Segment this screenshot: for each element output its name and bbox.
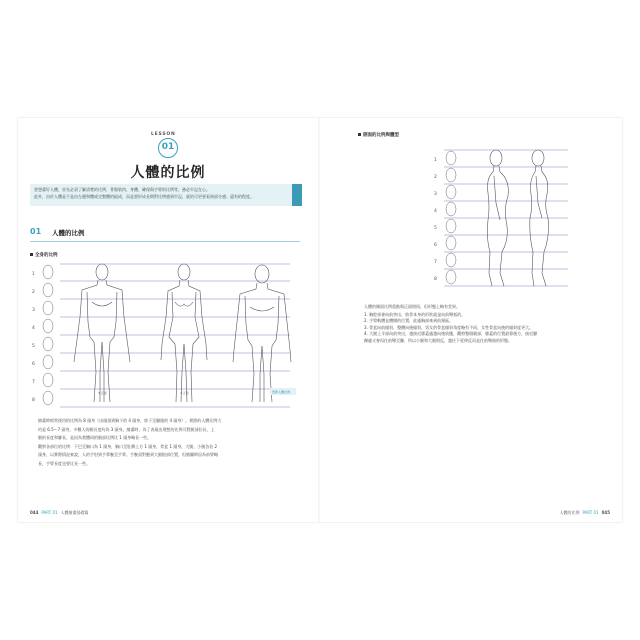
row-number-6: 6 xyxy=(32,362,35,367)
square-bullet-icon xyxy=(30,253,33,256)
paragraph-line: 約是 6.5～7 頭身，多數人的腿長度約為 3 頭身。繪畫時，為了表現出理想的比例可將腿部拉長，上 xyxy=(38,426,215,432)
side-row-number-1: 1 xyxy=(434,158,437,163)
paragraph-line: 繪畫時經常使用的比例為 8 頭身（由頭頂到胸下的 4 頭身，胯下至腳跟的 4 頭身）。實際的人體比例大 xyxy=(38,418,222,423)
row-number-4: 4 xyxy=(32,326,35,331)
page-number: 044 xyxy=(30,510,39,515)
caption-figure-1: ★正面 xyxy=(98,391,107,395)
list-item: 踝處又會再往前彎至腳，所以小腿和大腿相反，越往下延伸反而是往前彎曲的形態。 xyxy=(364,337,512,343)
real-proportion-tag: 實際人體比例 xyxy=(272,390,291,394)
row-number-1: 1 xyxy=(32,272,35,277)
lesson-title: 人體的比例 xyxy=(130,165,206,181)
side-row-number-3: 3 xyxy=(434,192,437,197)
list-item: 4. 大腿上半部向前突出，越接近膝蓋處越向後收攏，觀察整個腿部，膝蓋的位置最靠後方，接近腳 xyxy=(364,331,538,336)
list-item: 2. 手臂軌體並體側的位置，此處胸部來到前頸區。 xyxy=(364,318,454,323)
side-proportion-diagram xyxy=(434,148,570,290)
side-notes-list xyxy=(364,304,537,344)
intro-box xyxy=(30,184,292,206)
part-label: PART 01 xyxy=(582,510,599,515)
intro-accent-tab xyxy=(292,184,302,206)
left-body-text xyxy=(38,418,221,469)
row-number-8: 8 xyxy=(32,398,35,403)
row-number-3: 3 xyxy=(32,308,35,313)
row-numbers xyxy=(32,271,35,403)
paragraph-line: 長，手臂長度也要比長一些。 xyxy=(38,460,90,466)
row-number-2: 2 xyxy=(32,290,35,295)
lesson-number-badge: 01 xyxy=(158,138,178,158)
page-number: 045 xyxy=(601,510,610,515)
side-row-number-8: 8 xyxy=(434,277,437,282)
row-number-5: 5 xyxy=(32,344,35,349)
left-page xyxy=(18,118,320,522)
intro-line: 要想畫好人體，首先必須了解清楚的比例、骨骼肌肉、身體、確保與手臂的比例等，務必牢記在心。 xyxy=(34,187,210,192)
side-row-number-7: 7 xyxy=(434,260,437,265)
section-rule xyxy=(30,241,300,242)
caption-figure-2: ★正面 xyxy=(180,391,189,395)
realistic-figure-front xyxy=(233,265,291,402)
list-item: 1. 胸腔部會向前突出，肋骨本身的形狀就是向前彎弧的。 xyxy=(364,311,466,317)
list-item: 3. 骨盆向前傾斜，整體向後傾斜，男女的骨盆傾斜角度略有不同，女性骨盆向後的傾斜度更大。 xyxy=(364,324,534,330)
list-lead: 人體的側面比例重點與正面相同，但形態上略有差異。 xyxy=(364,304,460,309)
section-number: 01 xyxy=(30,227,42,236)
side-row-number-4: 4 xyxy=(434,209,437,214)
row-number-7: 7 xyxy=(32,380,35,385)
proportion-diagram xyxy=(30,262,300,410)
square-bullet-icon xyxy=(358,133,361,136)
paragraph-line: 腿的長度和腳長，是因為我體同的腿部比例比 1 頭身略長一些。 xyxy=(38,435,152,440)
paragraph-line: 觀察各部位的比例：下巴至胸口為 1 頭身，胸口至肚臍上方 1 頭身，骨盆 1 頭身，大腿、小腿各佔 2 xyxy=(38,443,218,449)
lesson-label: LESSON xyxy=(151,132,176,137)
book-spread xyxy=(18,118,622,522)
side-row-number-2: 2 xyxy=(434,175,437,180)
section-heading xyxy=(30,227,300,241)
subheading-full-body: 全身的比例 xyxy=(30,252,58,258)
side-row-numbers xyxy=(434,157,437,282)
side-row-number-6: 6 xyxy=(434,243,437,248)
section-title: 人體的比例 xyxy=(52,229,85,237)
intro-line: 此外，由於人體是不是由左邊和體或完整體的組成，而是要形成長期對比例感到牢記，就的可更要看到部分感、還有的程度。 xyxy=(34,193,254,199)
guide-lines xyxy=(60,264,290,407)
folio-title: 人體的比例 xyxy=(559,510,580,515)
part-label: PART 01 xyxy=(41,510,58,515)
female-figure-front xyxy=(161,264,207,402)
side-row-number-5: 5 xyxy=(434,226,437,231)
folio-title: 人體繪畫基礎篇 xyxy=(60,510,89,515)
left-folio xyxy=(30,510,89,516)
right-page xyxy=(320,118,622,522)
head-scale-column xyxy=(43,265,53,405)
right-folio xyxy=(559,510,610,516)
full-body-proportion-figure xyxy=(30,262,300,410)
paragraph-line: 頭身，以實際情況來說，人的手肘到手掌腕至手掌。手腕須對應到大腿根部位置，但繪圖時因為前臂略 xyxy=(38,452,218,457)
male-figure-front xyxy=(74,264,130,402)
side-head-scale-column xyxy=(446,151,456,284)
side-proportion-figure xyxy=(434,148,570,290)
subheading-side-view: 側面的比例與體型 xyxy=(358,132,399,138)
